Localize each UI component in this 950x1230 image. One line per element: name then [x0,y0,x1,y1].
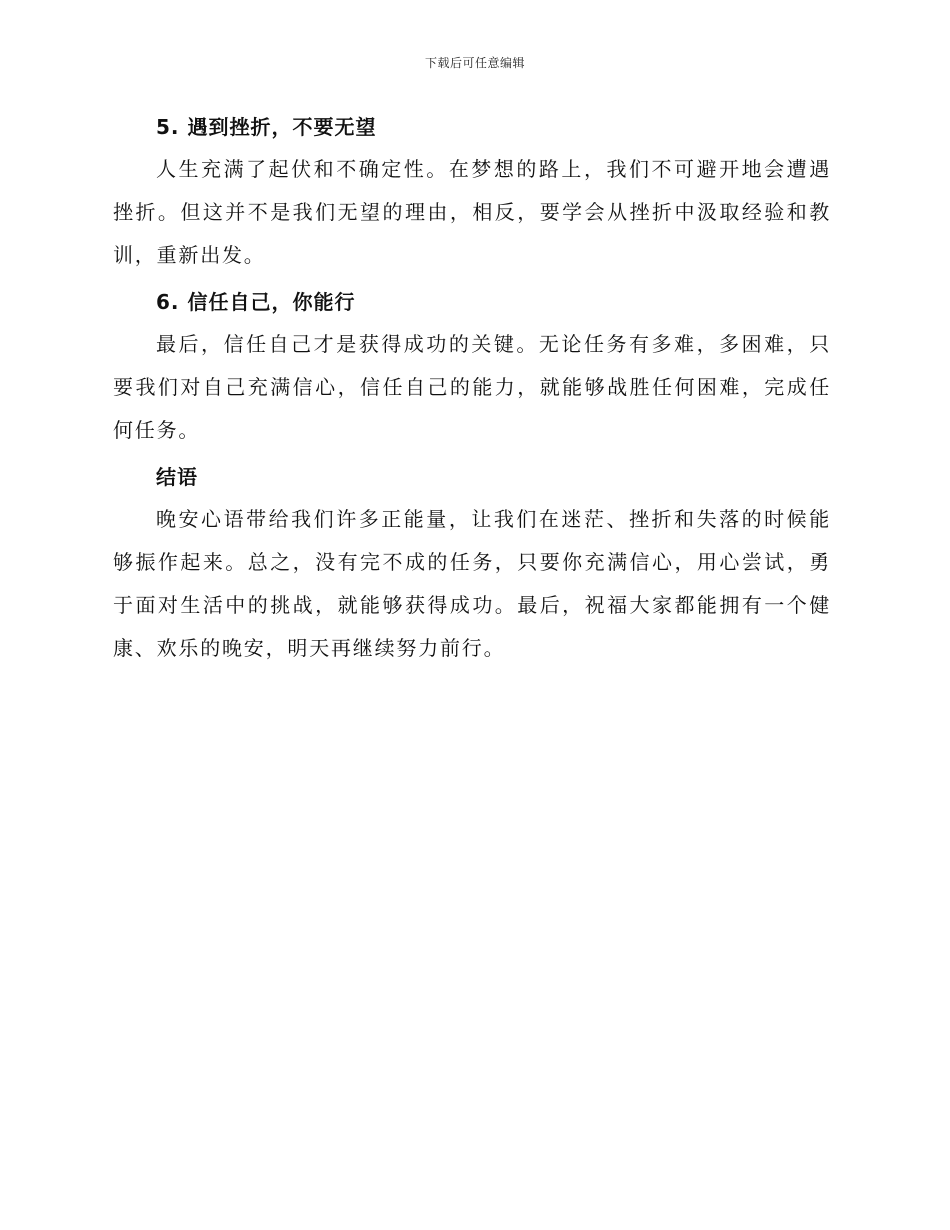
section-5 [113,106,831,277]
document-body [113,106,831,674]
section-heading: 结语 [156,465,198,489]
section-heading: 6. 信任自己，你能行 [156,290,356,314]
section-heading: 5. 遇到挫折，不要无望 [156,115,377,139]
section-paragraph: 最后，信任自己才是获得成功的关键。无论任务有多难，多困难，只要我们对自己充满信心，信任自己的能力，就能够战胜任何困难，完成任何任务。 [113,332,831,442]
section-paragraph: 人生充满了起伏和不确定性。在梦想的路上，我们不可避开地会遭遇挫折。但这并不是我们无望的理由，相反，要学会从挫折中汲取经验和教训，重新出发。 [113,157,831,267]
page-header-note: 下载后可任意编辑 [424,56,525,70]
section-conclusion [113,456,831,670]
section-6 [113,281,831,452]
section-paragraph: 晚安心语带给我们许多正能量，让我们在迷茫、挫折和失落的时候能够振作起来。总之，没有完不成的任务，只要你充满信心，用心尝试，勇于面对生活中的挑战，就能够获得成功。最后，祝福大家都能拥有一个健康、欢乐的晚安，明天再继续努力前行。 [113,507,831,660]
